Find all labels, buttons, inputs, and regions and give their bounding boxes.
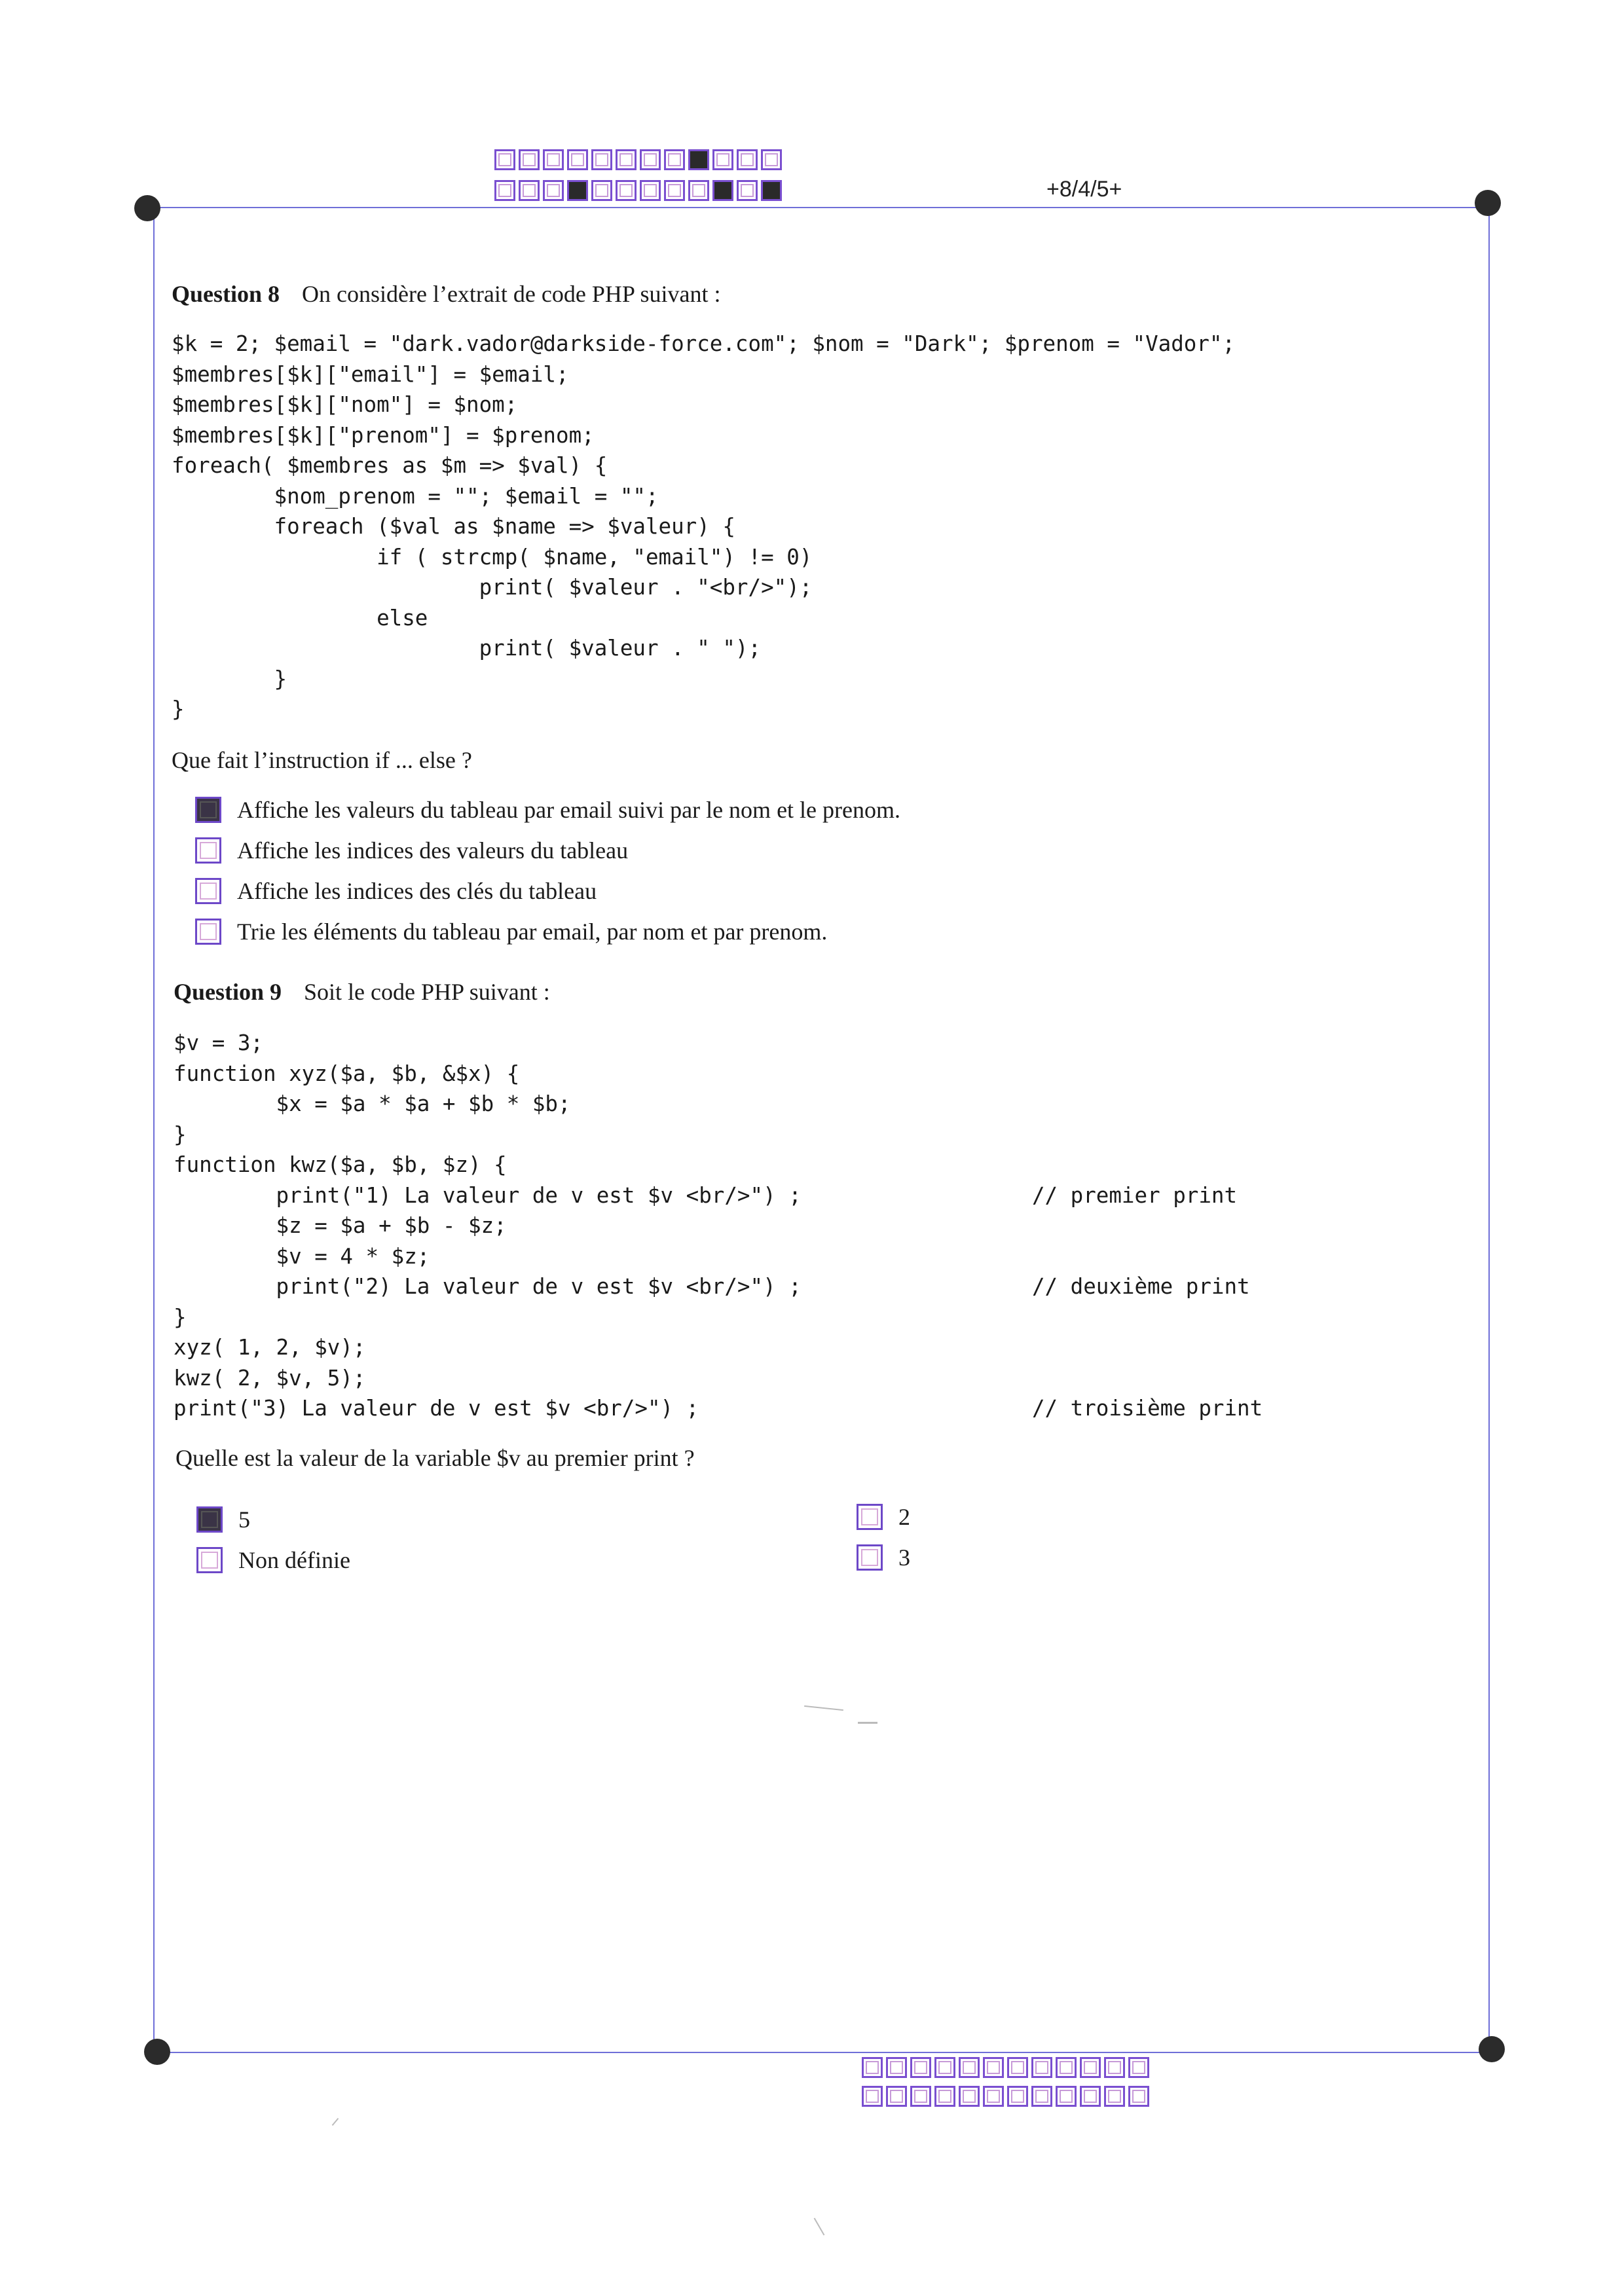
code-box (862, 2057, 883, 2078)
code-box (494, 149, 515, 170)
code-box (688, 180, 709, 201)
frame-left-line (153, 207, 155, 2053)
question-8-intro: On considère l’extrait de code PHP suivant : (302, 281, 721, 307)
code-box (1104, 2057, 1125, 2078)
question-9-number: Question 9 (174, 979, 282, 1005)
code-box (983, 2057, 1004, 2078)
question-8-choice-3[interactable] (195, 877, 597, 905)
checkbox[interactable] (195, 919, 221, 945)
code-box (886, 2057, 907, 2078)
code-box (737, 149, 758, 170)
code-box (959, 2086, 980, 2107)
code-box (1080, 2086, 1101, 2107)
code-box (616, 180, 637, 201)
checkbox[interactable] (857, 1504, 883, 1530)
frame-bottom-line (157, 2052, 1493, 2053)
checkbox-checked[interactable] (195, 797, 221, 823)
choice-label: Non définie (238, 1547, 350, 1573)
code-box (712, 149, 733, 170)
code-box (519, 149, 540, 170)
choice-label: 2 (898, 1504, 910, 1530)
frame-top-line (147, 207, 1488, 208)
code-box (1007, 2057, 1028, 2078)
code-box (1128, 2057, 1149, 2078)
code-box (543, 149, 564, 170)
code-box (494, 180, 515, 201)
top-code-row-2 (494, 180, 785, 201)
code-box-filled (761, 180, 782, 201)
code-box (1104, 2086, 1125, 2107)
code-box (1056, 2086, 1077, 2107)
question-9-code: $v = 3; function xyz($a, $b, &$x) { $x = $a * $a + $b * $b; } function kwz($a, $b, $z) { print("1) La valeur de v est $v <br/>") ; // premier print $z = $a + $b - $z; $v = 4 * $z; print("2) La valeur de v est $v <br/>") ; // deuxième print } xyz( 1, 2, $v); kwz( 2, $v, 5); print("3) La valeur de v est $v <br/>") ; // troisième print (174, 1030, 1263, 1421)
code-box (1007, 2086, 1028, 2107)
code-box (886, 2086, 907, 2107)
question-8-choice-2[interactable] (195, 837, 628, 864)
top-code-row-1 (494, 149, 785, 170)
code-box (983, 2086, 1004, 2107)
choice-label: Affiche les valeurs du tableau par email suivi par le nom et le prenom. (237, 797, 900, 823)
code-box (959, 2057, 980, 2078)
code-box (1031, 2086, 1052, 2107)
question-9-choice-1[interactable] (196, 1506, 250, 1533)
code-box (543, 180, 564, 201)
scan-speck (804, 1705, 843, 1711)
bottom-code-row-1 (862, 2057, 1153, 2078)
corner-marker-top-right (1475, 190, 1501, 216)
code-box (640, 180, 661, 201)
code-box (664, 180, 685, 201)
page-id: +8/4/5+ (1046, 177, 1122, 202)
question-8-number: Question 8 (172, 281, 280, 307)
choice-label: 3 (898, 1544, 910, 1571)
code-box (737, 180, 758, 201)
code-box (616, 149, 637, 170)
code-box (664, 149, 685, 170)
question-8-choice-4[interactable] (195, 918, 827, 945)
code-box (519, 180, 540, 201)
code-box (934, 2086, 955, 2107)
code-box (591, 149, 612, 170)
question-8-header (172, 280, 721, 308)
code-box (910, 2086, 931, 2107)
code-box (761, 149, 782, 170)
question-8-prompt: Que fait l’instruction if ... else ? (172, 747, 472, 773)
scan-speck (332, 2118, 339, 2126)
corner-marker-bottom-left (144, 2039, 170, 2065)
bottom-code-row-2 (862, 2086, 1153, 2107)
question-9-choice-3[interactable] (857, 1503, 910, 1531)
checkbox[interactable] (196, 1547, 223, 1573)
code-box (1056, 2057, 1077, 2078)
choice-label: Affiche les indices des clés du tableau (237, 878, 597, 904)
scan-speck (858, 1722, 877, 1724)
question-9-header (174, 978, 550, 1006)
question-8-code: $k = 2; $email = "dark.vador@darkside-force.com"; $nom = "Dark"; $prenom = "Vador"; $membres[$k]["email"] = $email; $membres[$k]["nom"] = $nom; $membres[$k]["prenom"] = $prenom; foreach( $membres as $m => $val) { $nom_prenom = ""; $email = ""; foreach ($val as $name => $valeur) { if ( strcmp( $name, "email") != 0) print( $valeur . "<br/>"); else print( $valeur . " "); } } (172, 331, 1236, 721)
choice-label: Trie les éléments du tableau par email, par nom et par prenom. (237, 919, 828, 945)
corner-marker-top-left (134, 195, 160, 221)
code-box (910, 2057, 931, 2078)
choice-label: 5 (238, 1506, 250, 1533)
question-9-choice-4[interactable] (857, 1544, 910, 1571)
code-box-filled (567, 180, 588, 201)
frame-right-line (1488, 207, 1490, 2053)
question-9-intro: Soit le code PHP suivant : (304, 979, 550, 1005)
question-9-choice-2[interactable] (196, 1546, 350, 1574)
code-box (934, 2057, 955, 2078)
code-box-filled (712, 180, 733, 201)
code-box (1080, 2057, 1101, 2078)
scan-speck (814, 2218, 825, 2236)
choice-label: Affiche les indices des valeurs du tableau (237, 837, 629, 864)
corner-marker-bottom-right (1479, 2036, 1505, 2062)
code-box (591, 180, 612, 201)
code-box (640, 149, 661, 170)
code-box-filled (688, 149, 709, 170)
code-box (862, 2086, 883, 2107)
code-box (1031, 2057, 1052, 2078)
checkbox-checked[interactable] (196, 1506, 223, 1533)
question-9-prompt: Quelle est la valeur de la variable $v au premier print ? (175, 1445, 695, 1471)
checkbox[interactable] (195, 837, 221, 864)
code-box (1128, 2086, 1149, 2107)
question-8-choice-1[interactable] (195, 796, 900, 824)
code-box (567, 149, 588, 170)
checkbox[interactable] (195, 878, 221, 904)
checkbox[interactable] (857, 1544, 883, 1571)
